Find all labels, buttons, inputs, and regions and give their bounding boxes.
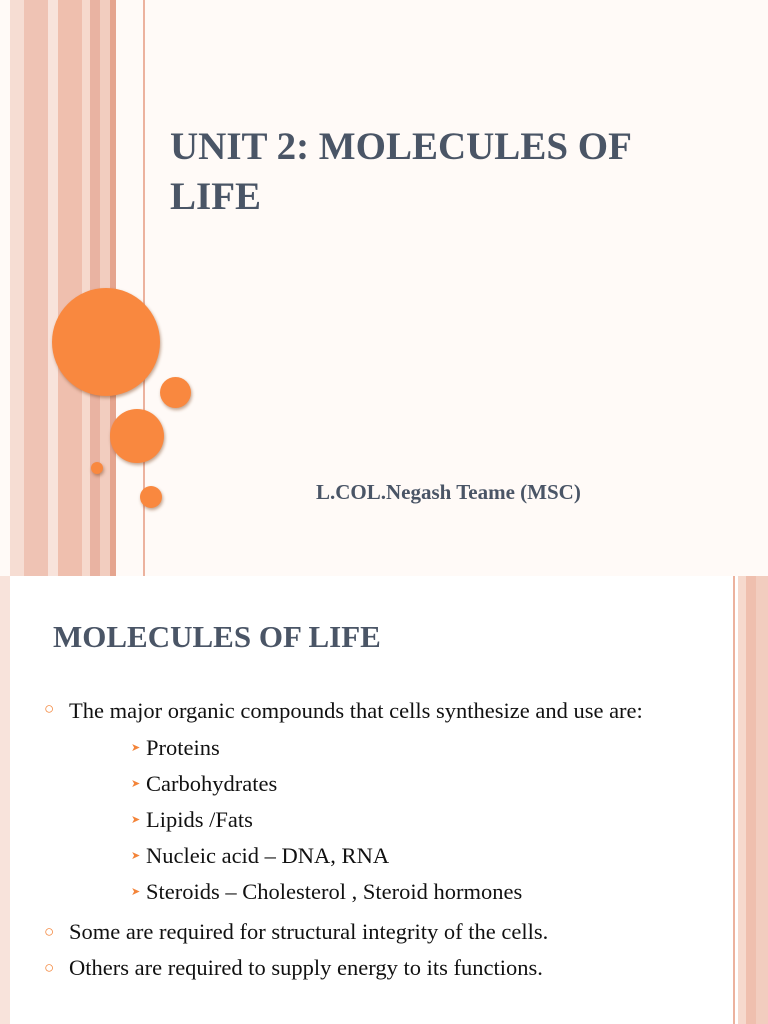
list-item <box>0 802 700 838</box>
decor-circle <box>140 486 162 508</box>
decor-stripe <box>58 0 82 576</box>
arrow-bullet-icon: ➤ <box>131 850 141 862</box>
point-text: Others are required to supply energy to its functions. <box>69 955 543 980</box>
compound-text: Carbohydrates <box>146 771 278 796</box>
decor-stripe <box>24 0 48 576</box>
decor-circle <box>91 462 103 474</box>
arrow-bullet-icon: ➤ <box>131 742 141 754</box>
decor-stripe <box>10 0 24 576</box>
decor-circle <box>52 288 160 396</box>
list-item <box>0 696 649 726</box>
point-text: Some are required for structural integrity of the cells. <box>69 919 549 944</box>
decor-stripe <box>48 0 58 576</box>
decor-circle <box>160 377 191 408</box>
compound-text: Lipids /Fats <box>146 807 253 832</box>
list-item <box>0 766 700 802</box>
compound-text: Nucleic acid – DNA, RNA <box>146 843 390 868</box>
list-item <box>0 730 700 766</box>
decor-stripe <box>82 0 90 576</box>
decor-stripe <box>738 576 746 1024</box>
list-item <box>0 838 700 874</box>
decor-stripe <box>733 576 735 1024</box>
arrow-bullet-icon: ➤ <box>131 814 141 826</box>
intro-text: The major organic compounds that cells synthesize and use are: <box>69 698 643 723</box>
slide-title: MOLECULES OF LIFE <box>53 619 381 654</box>
bullet-list <box>0 696 700 986</box>
list-item <box>0 914 649 950</box>
slide-title: UNIT 2: MOLECULES OF LIFE <box>170 125 631 218</box>
content-slide <box>0 576 768 1024</box>
arrow-bullet-icon: ➤ <box>131 778 141 790</box>
compound-text: Proteins <box>146 735 220 760</box>
circle-bullet-icon: ○ <box>44 699 55 718</box>
decor-stripe <box>746 576 756 1024</box>
list-item <box>0 950 649 986</box>
circle-bullet-icon: ○ <box>44 958 55 977</box>
arrow-bullet-icon: ➤ <box>131 886 141 898</box>
author-name: L.COL.Negash Teame (MSC) <box>316 480 581 504</box>
decor-stripe <box>756 576 768 1024</box>
compound-text: Steroids – Cholesterol , Steroid hormones <box>146 879 523 904</box>
list-item <box>0 874 700 910</box>
circle-bullet-icon: ○ <box>44 922 55 941</box>
decor-circle <box>110 409 164 463</box>
